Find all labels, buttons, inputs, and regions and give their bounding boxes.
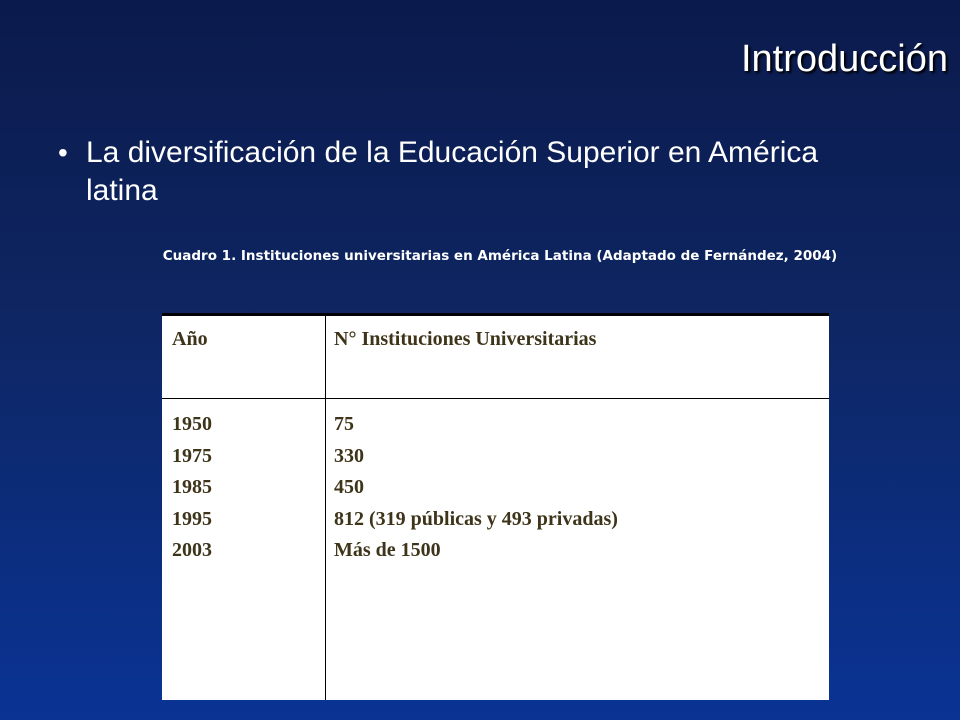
header-year: Año [172, 328, 208, 350]
table-row-count: 812 (319 públicas y 493 privadas) [334, 507, 618, 530]
year-column [172, 409, 212, 567]
slide-title: Introducción [740, 38, 948, 80]
table-row-year: 1995 [172, 507, 212, 530]
bullet-text: La diversificación de la Educación Superior en América latina [86, 136, 819, 207]
table-row-count: Más de 1500 [334, 539, 441, 561]
table-row-count: 330 [334, 444, 364, 467]
column-divider [325, 316, 326, 700]
table-row-year: 1985 [172, 476, 212, 498]
table-caption: Cuadro 1. Instituciones universitarias en América Latina (Adaptado de Fernández, 2004) [162, 248, 838, 264]
bullet-dot-icon: • [58, 137, 68, 168]
table-row-year: 2003 [172, 539, 212, 561]
table-row-year: 1950 [172, 413, 212, 435]
count-column [334, 409, 618, 567]
header-row-divider [162, 398, 829, 399]
table-row-year: 1975 [172, 444, 212, 467]
header-institutions: N° Instituciones Universitarias [334, 328, 597, 350]
data-table [162, 313, 829, 700]
table-row-count: 450 [334, 476, 364, 498]
bullet-point [58, 134, 918, 210]
table-row-count: 75 [334, 413, 354, 435]
